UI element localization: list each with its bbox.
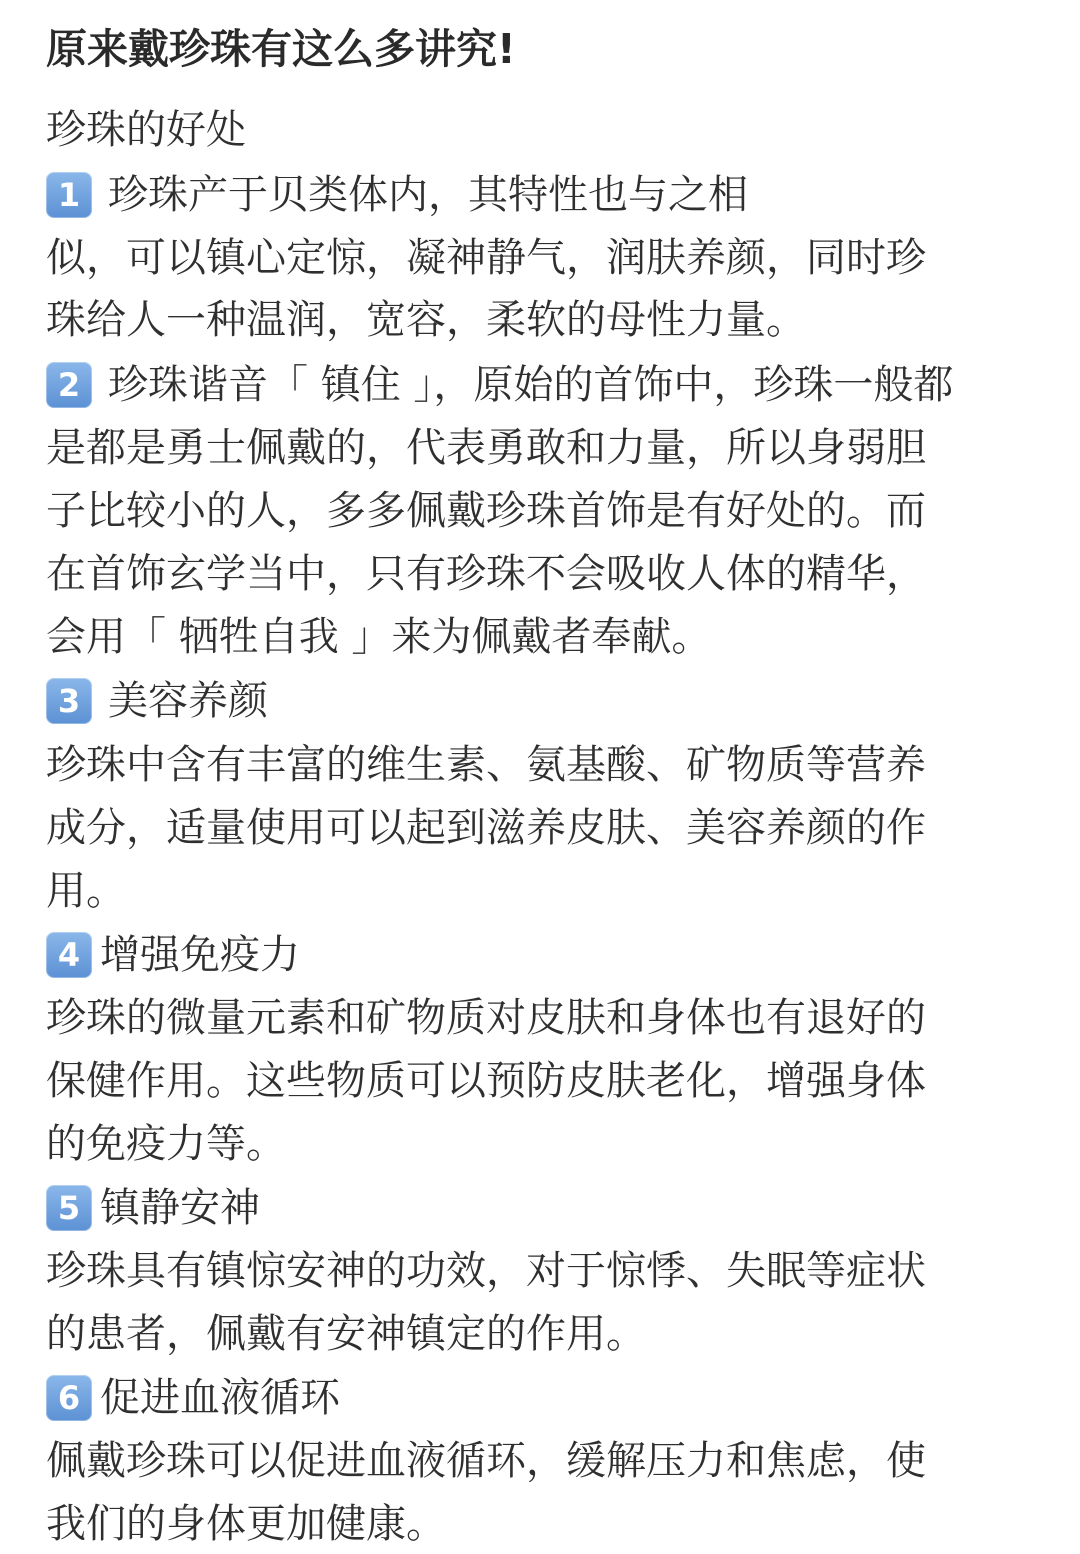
section-2-heading [46, 355, 953, 415]
number-2-badge-icon: 2 [46, 362, 92, 408]
section-4-heading [46, 925, 300, 985]
section-5-heading [46, 1178, 260, 1238]
article-title: 原来戴珍珠有这么多讲究! [46, 25, 516, 73]
section-2-body-line: 在首饰玄学当中，只有珍珠不会吸收人体的精华， [46, 551, 926, 597]
section-5-body-line: 的患者，佩戴有安神镇定的作用。 [46, 1311, 646, 1357]
number-5-badge-icon: 5 [46, 1185, 92, 1231]
section-2-heading-text: 珍珠谐音「 镇住 」，原始的首饰中，珍珠一般都 [108, 362, 954, 408]
section-6-body-line: 佩戴珍珠可以促进血液循环，缓解压力和焦虑，使 [46, 1438, 926, 1484]
section-5-heading-text: 镇静安神 [100, 1185, 260, 1231]
section-4-heading-text: 增强免疫力 [100, 932, 300, 978]
number-6-badge-icon: 6 [46, 1375, 92, 1421]
number-4-badge-icon: 4 [46, 932, 92, 978]
section-1-body-line: 珠给人一种温润，宽容，柔软的母性力量。 [46, 297, 806, 343]
section-3-body-line: 珍珠中含有丰富的维生素、氨基酸、矿物质等营养 [46, 742, 926, 788]
section-4-body-line: 保健作用。这些物质可以预防皮肤老化，增强身体 [46, 1058, 926, 1104]
section-1-body-line: 似，可以镇心定惊，凝神静气，润肤养颜，同时珍 [46, 235, 926, 281]
section-6-heading-text: 促进血液循环 [100, 1375, 340, 1421]
section-4-body-line: 珍珠的微量元素和矿物质对皮肤和身体也有退好的 [46, 995, 926, 1041]
section-3-heading-text: 美容养颜 [108, 678, 268, 724]
section-3-heading [46, 671, 268, 731]
section-1-heading [46, 165, 748, 225]
section-4-body-line: 的免疫力等。 [46, 1121, 286, 1167]
section-2-body-line: 会用「 牺牲自我 」来为佩戴者奉献。 [46, 614, 712, 660]
section-1-heading-text: 珍珠产于贝类体内，其特性也与之相 [108, 172, 748, 218]
section-3-body-line: 用。 [46, 868, 126, 914]
section-5-body-line: 珍珠具有镇惊安神的功效，对于惊悸、失眠等症状 [46, 1248, 926, 1294]
section-6-heading [46, 1368, 340, 1428]
section-2-body-line: 是都是勇士佩戴的，代表勇敢和力量，所以身弱胆 [46, 425, 926, 471]
number-3-badge-icon: 3 [46, 678, 92, 724]
section-3-body-line: 成分，适量使用可以起到滋养皮肤、美容养颜的作 [46, 805, 926, 851]
section-6-body-line: 我们的身体更加健康。 [46, 1501, 446, 1547]
article-subtitle: 珍珠的好处 [46, 107, 246, 153]
section-2-body-line: 子比较小的人，多多佩戴珍珠首饰是有好处的。而 [46, 488, 926, 534]
number-1-badge-icon: 1 [46, 172, 92, 218]
